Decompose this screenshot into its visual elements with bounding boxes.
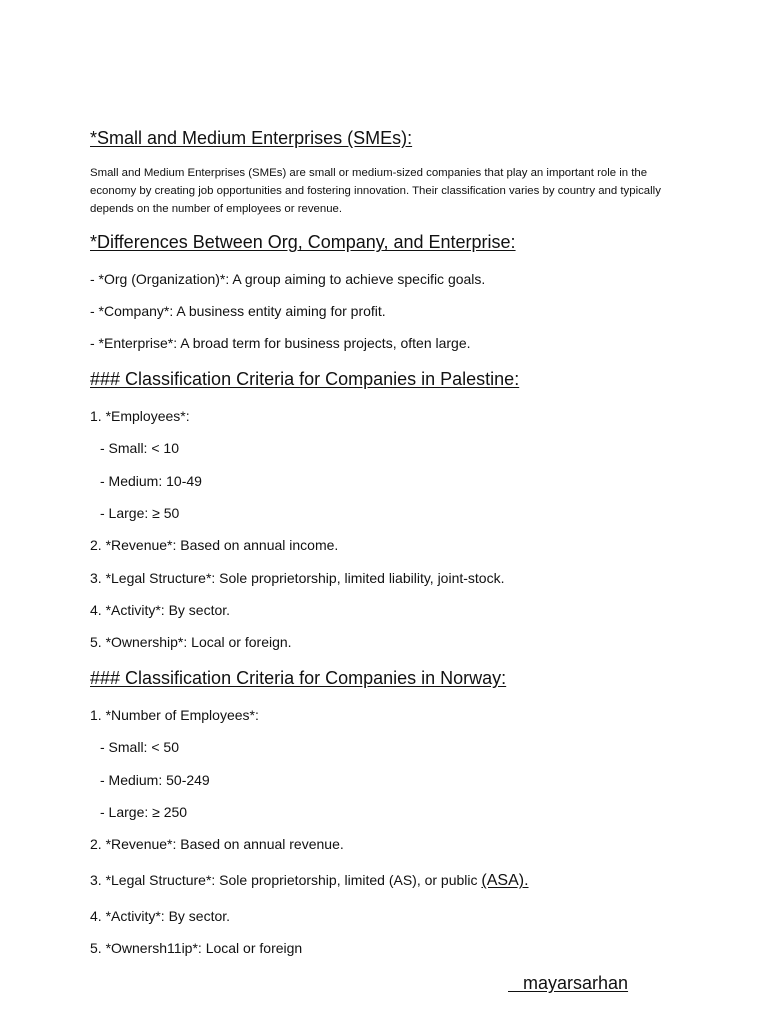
- norway-revenue-line: 2. *Revenue*: Based on annual revenue.: [90, 836, 344, 852]
- palestine-legal-structure-line: 3. *Legal Structure*: Sole proprietorship, limited liability, joint-stock.: [90, 570, 505, 586]
- norway-legal-structure-text: 3. *Legal Structure*: Sole proprietorship, limited (AS), or public: [90, 872, 478, 888]
- palestine-small-line: - Small: < 10: [100, 440, 179, 456]
- palestine-revenue-line: 2. *Revenue*: Based on annual income.: [90, 537, 339, 553]
- difference-item-enterprise: - *Enterprise*: A broad term for business projects, often large.: [90, 335, 471, 351]
- norway-large-line: - Large: ≥ 250: [100, 804, 188, 820]
- norway-heading: ### Classification Criteria for Companies in Norway:: [90, 668, 507, 688]
- sme-intro-paragraph: Small and Medium Enterprises (SMEs) are small or medium-sized companies that play an important role in the economy by creating job opportunities and fostering innovation. Their classification varies by country and typically depends on the number of employees or revenue.: [90, 167, 661, 216]
- norway-legal-structure-asa: (ASA).: [481, 872, 529, 889]
- palestine-activity-line: 4. *Activity*: By sector.: [90, 602, 231, 618]
- palestine-medium-line: - Medium: 10-49: [100, 473, 202, 489]
- palestine-ownership-line: 5. *Ownership*: Local or foreign.: [90, 634, 292, 650]
- author-signature-text: mayarsarhan: [523, 973, 629, 993]
- differences-heading: *Differences Between Org, Company, and Enterprise:: [90, 232, 516, 252]
- author-signature: [508, 973, 628, 994]
- sme-heading: *Small and Medium Enterprises (SMEs):: [90, 128, 413, 148]
- norway-legal-structure-line: [90, 872, 529, 890]
- difference-item-org: - *Org (Organization)*: A group aiming to achieve specific goals.: [90, 271, 486, 287]
- norway-ownership-line: 5. *Ownersh11ip*: Local or foreign: [90, 940, 303, 956]
- palestine-heading: ### Classification Criteria for Companies in Palestine:: [90, 369, 520, 389]
- difference-item-company: - *Company*: A business entity aiming for profit.: [90, 303, 386, 319]
- norway-medium-line: - Medium: 50-249: [100, 772, 210, 788]
- norway-activity-line: 4. *Activity*: By sector.: [90, 908, 231, 924]
- norway-employees-line: 1. *Number of Employees*:: [90, 707, 259, 723]
- palestine-employees-line: 1. *Employees*:: [90, 408, 190, 424]
- palestine-large-line: - Large: ≥ 50: [100, 505, 180, 521]
- norway-small-line: - Small: < 50: [100, 739, 179, 755]
